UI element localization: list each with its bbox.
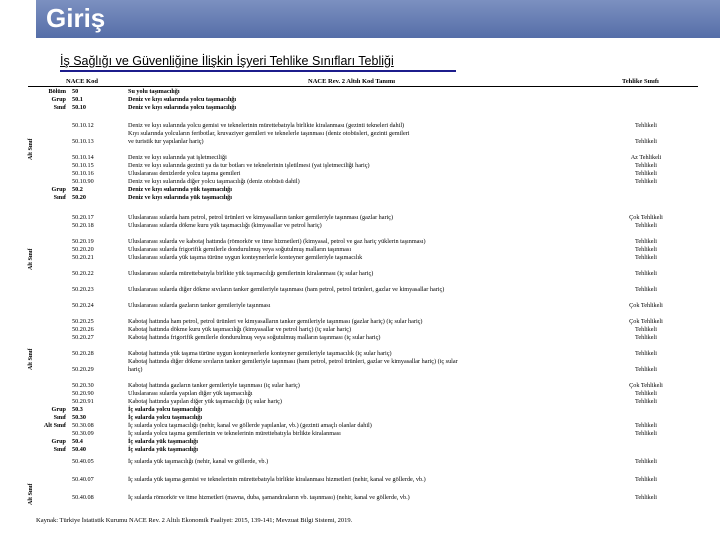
row-nace-code: 50.10.13 — [72, 138, 94, 145]
row-nace-code: 50.10 — [72, 104, 86, 111]
row-nace-code: 50.20.24 — [72, 302, 94, 309]
table-row — [0, 138, 720, 146]
row-nace-code: 50.20.29 — [72, 366, 94, 373]
row-description: Kabotaj hattında frigorifik gemilerle dondurulmuş veya soğutulmuş malların taşınması (iç sular hariç) — [128, 334, 381, 341]
row-hazard-class: Tehlikeli — [635, 254, 657, 261]
row-description: Uluslararası sularda ve kabotaj hattında (römorkör ve itme hizmetleri) (kimyasal, petrol ve gaz hariç yüklerin taşınması) — [128, 238, 426, 245]
row-description: Uluslararası denizlerde yolcu taşıma gemileri — [128, 170, 241, 177]
side-label-alt-sinif: Alt Sınıf — [28, 483, 34, 505]
row-nace-code: 50.20.18 — [72, 222, 94, 229]
row-nace-code: 50.40.05 — [72, 458, 94, 465]
row-description: İç sularda yük taşıma gemisi ve teknelerinin mürettebatıyla birlikte kiralanması hizmetleri (nehir, kanal ve göllerde, vb.) — [128, 476, 426, 483]
table-row — [0, 254, 720, 262]
row-description: İç sularda yolcu taşımacılığı — [128, 406, 203, 413]
subtitle-underline — [60, 70, 456, 72]
table-row — [0, 162, 720, 170]
table-row — [0, 406, 720, 414]
side-label-alt-sinif: Alt Sınıf — [28, 248, 34, 270]
header-nace-code: NACE Kod — [66, 78, 98, 85]
row-nace-code: 50.30.08 — [72, 422, 94, 429]
row-description: İç sularda yük taşımacılığı — [128, 446, 198, 453]
row-class-label: Grup — [51, 186, 66, 193]
table-row — [0, 358, 720, 366]
row-hazard-class: Tehlikeli — [635, 286, 657, 293]
table-row — [0, 88, 720, 96]
table-row — [0, 438, 720, 446]
table-row — [0, 246, 720, 254]
row-hazard-class: Çok Tehlikeli — [629, 214, 663, 221]
row-description: Deniz ve kıyı sularında diğer yolcu taşımacılığı (deniz otobüsü dahil) — [128, 178, 300, 185]
table-row — [0, 350, 720, 358]
row-nace-code: 50.20.26 — [72, 326, 94, 333]
row-description: hariç) — [128, 366, 143, 373]
row-description: İç sularda yük taşımacılığı — [128, 438, 198, 445]
row-description: Deniz ve kıyı sularında yolcu taşımacılığı — [128, 104, 237, 111]
table-row — [0, 382, 720, 390]
row-nace-code: 50.30.09 — [72, 430, 94, 437]
row-nace-code: 50.40.07 — [72, 476, 94, 483]
row-hazard-class: Tehlikeli — [635, 238, 657, 245]
row-class-label: Grup — [51, 406, 66, 413]
side-label-alt-sinif: Alt Sınıf — [28, 138, 34, 160]
table-row — [0, 302, 720, 310]
row-description: ve turistik tur yapılanlar hariç) — [128, 138, 204, 145]
row-hazard-class: Tehlikeli — [635, 270, 657, 277]
table-row — [0, 458, 720, 466]
table-row — [0, 238, 720, 246]
table-row — [0, 178, 720, 186]
table-row — [0, 222, 720, 230]
row-hazard-class: Tehlikeli — [635, 430, 657, 437]
row-nace-code: 50.10.14 — [72, 154, 94, 161]
table-row — [0, 398, 720, 406]
table-row — [0, 446, 720, 454]
header-hazard-class: Tehlike Sınıfı — [622, 78, 659, 85]
table-row — [0, 96, 720, 104]
row-hazard-class: Tehlikeli — [635, 398, 657, 405]
row-nace-code: 50.20.17 — [72, 214, 94, 221]
row-nace-code: 50.40 — [72, 446, 86, 453]
row-nace-code: 50.2 — [72, 186, 83, 193]
table-row — [0, 494, 720, 502]
row-nace-code: 50.20.20 — [72, 246, 94, 253]
row-description: Deniz ve kıyı sularında yük taşımacılığı — [128, 186, 232, 193]
row-description: Uluslararası sularda diğer dökme sıvıların tanker gemileriyle taşınması (ham petrol, petrol ürünleri, gazlar ve kimyasallar hariç) — [128, 286, 445, 293]
row-description: İç sularda yolcu taşımacılığı — [128, 414, 203, 421]
row-class-label: Grup — [51, 96, 66, 103]
table-row — [0, 214, 720, 222]
row-description: Kabotaj hattında yük taşıma türüne uygun konteynerlerle konteyner gemileriyle taşımacılık (iç sular hariç) — [128, 350, 392, 357]
row-hazard-class: Tehlikeli — [635, 162, 657, 169]
row-description: İç sularda yolcu taşımacılığı (nehir, kanal ve göllerde yapılanlar, vb.) (gezinti amaçlı olanlar dahil) — [128, 422, 372, 429]
row-hazard-class: Tehlikeli — [635, 222, 657, 229]
row-hazard-class: Tehlikeli — [635, 350, 657, 357]
row-description: Kabotaj hattında ham petrol, petrol ürünleri ve kimyasalların tanker gemileriyle taşınması (gazlar hariç) (iç sular hariç) — [128, 318, 423, 325]
row-nace-code: 50.20.90 — [72, 390, 94, 397]
header-divider — [28, 86, 698, 87]
row-hazard-class: Tehlikeli — [635, 476, 657, 483]
table-row — [0, 334, 720, 342]
row-class-label: Sınıf — [53, 194, 66, 201]
row-hazard-class: Tehlikeli — [635, 390, 657, 397]
row-description: Deniz ve kıyı sularında yük taşımacılığı — [128, 194, 232, 201]
row-description: Kabotaj hattında dökme kuru yük taşımacılığı (kimyasallar ve petrol hariç) (iç sular hariç) — [128, 326, 352, 333]
row-nace-code: 50.10.12 — [72, 122, 94, 129]
table-row — [0, 476, 720, 484]
table-row — [0, 130, 720, 138]
title-banner — [36, 0, 720, 38]
row-description: İç sularda römorkör ve itme hizmetleri (mavna, duba, şamandıraların vb. taşınması) (nehir, kanal ve göllerde, vb.) — [128, 494, 410, 501]
row-nace-code: 50.20.21 — [72, 254, 94, 261]
table-row — [0, 414, 720, 422]
header-description: NACE Rev. 2 Altılı Kod Tanımı — [308, 78, 396, 85]
row-nace-code: 50.20.19 — [72, 238, 94, 245]
row-nace-code: 50.10.16 — [72, 170, 94, 177]
row-class-label: Sınıf — [53, 414, 66, 421]
row-class-label: Sınıf — [53, 104, 66, 111]
row-nace-code: 50.20.23 — [72, 286, 94, 293]
row-hazard-class: Tehlikeli — [635, 122, 657, 129]
row-description: Uluslararası sularda dökme kuru yük taşımacılığı (kimyasallar ve petrol hariç) — [128, 222, 322, 229]
row-hazard-class: Tehlikeli — [635, 178, 657, 185]
table-row — [0, 422, 720, 430]
row-class-label: Bölüm — [48, 88, 66, 95]
side-label-alt-sinif: Alt Sınıf — [28, 348, 34, 370]
row-nace-code: 50.4 — [72, 438, 83, 445]
table-row — [0, 170, 720, 178]
row-class-label: Grup — [51, 438, 66, 445]
table-row — [0, 326, 720, 334]
row-hazard-class: Tehlikeli — [635, 326, 657, 333]
page-subtitle: İş Sağlığı ve Güvenliğine İlişkin İşyeri Tehlike Sınıfları Tebliği — [60, 54, 394, 68]
table-row — [0, 186, 720, 194]
row-description: İç sularda yük taşımacılığı (nehir, kanal ve göllerde, vb.) — [128, 458, 269, 465]
row-hazard-class: Tehlikeli — [635, 246, 657, 253]
table-row — [0, 430, 720, 438]
row-description: Kabotaj hattında yapılan diğer yük taşımacılığı (iç sular hariç) — [128, 398, 282, 405]
source-note: Kaynak: Türkiye İstatistik Kurumu NACE Rev. 2 Altılı Ekonomik Faaliyet: 2015, 139-141; Mevzuat Bilgi Sistemi, 2019. — [36, 517, 353, 524]
row-nace-code: 50.20.25 — [72, 318, 94, 325]
row-hazard-class: Tehlikeli — [635, 458, 657, 465]
row-nace-code: 50.10.15 — [72, 162, 94, 169]
table-row — [0, 286, 720, 294]
row-nace-code: 50.30 — [72, 414, 86, 421]
row-hazard-class: Tehlikeli — [635, 366, 657, 373]
row-description: Deniz ve kıyı sularında yolcu taşımacılığı — [128, 96, 237, 103]
table-row — [0, 104, 720, 112]
row-nace-code: 50.1 — [72, 96, 83, 103]
row-hazard-class: Çok Tehlikeli — [629, 318, 663, 325]
row-description: Su yolu taşımacılığı — [128, 88, 180, 95]
row-nace-code: 50.3 — [72, 406, 83, 413]
row-description: Deniz ve kıyı sularında yat işletmeciliği — [128, 154, 227, 161]
row-description: Deniz ve kıyı sularında yolcu gemisi ve teknelerinin mürettebatıyla birlikte kiralanması (gezinti tekneleri dahil) — [128, 122, 405, 129]
row-nace-code: 50.20.91 — [72, 398, 94, 405]
row-hazard-class: Tehlikeli — [635, 334, 657, 341]
row-nace-code: 50.10.90 — [72, 178, 94, 185]
row-nace-code: 50.20.27 — [72, 334, 94, 341]
row-description: Kabotaj hattında diğer dökme sıvıların tanker gemileriyle taşınması (ham petrol, petrol ürünleri, gazlar ve kimyasallar hariç) (iç sular — [128, 358, 458, 365]
row-description: Uluslararası sularda frigorifik gemilerle dondurulmuş veya soğutulmuş malların taşınması — [128, 246, 352, 253]
row-description: Deniz ve kıyı sularında gezinti ya da tur botları ve teknelerinin işletilmesi (yat işletmeciliği hariç) — [128, 162, 370, 169]
table-row — [0, 122, 720, 130]
row-nace-code: 50.40.08 — [72, 494, 94, 501]
row-hazard-class: Çok Tehlikeli — [629, 302, 663, 309]
page-title: Giriş — [46, 3, 106, 33]
row-class-label: Sınıf — [53, 446, 66, 453]
row-hazard-class: Tehlikeli — [635, 170, 657, 177]
row-hazard-class: Tehlikeli — [635, 494, 657, 501]
row-description: Kabotaj hattında gazların tanker gemileriyle taşınması (iç sular hariç) — [128, 382, 300, 389]
row-description: İç sularda yolcu taşıma gemilerinin ve teknelerinin mürettebatıyla birlikte kiralanması — [128, 430, 341, 437]
table-row — [0, 270, 720, 278]
row-description: Uluslararası sularda yük taşıma türüne uygun konteynerlerle konteyner gemileriyle taşımacılık — [128, 254, 363, 261]
table-row — [0, 154, 720, 162]
row-hazard-class: Tehlikeli — [635, 422, 657, 429]
row-nace-code: 50 — [72, 88, 79, 95]
row-nace-code: 50.20 — [72, 194, 86, 201]
row-description: Uluslararası sularda ham petrol, petrol ürünleri ve kimyasalların tanker gemileriyle taşınması (gazlar hariç) — [128, 214, 394, 221]
row-hazard-class: Tehlikeli — [635, 138, 657, 145]
table-row — [0, 366, 720, 374]
row-hazard-class: Az Tehlikeli — [630, 154, 662, 161]
table-row — [0, 318, 720, 326]
row-nace-code: 50.20.30 — [72, 382, 94, 389]
table-row — [0, 194, 720, 202]
row-nace-code: 50.20.28 — [72, 350, 94, 357]
row-hazard-class: Çok Tehlikeli — [629, 382, 663, 389]
row-description: Uluslararası sularda yapılan diğer yük taşımacılığı — [128, 390, 253, 397]
row-nace-code: 50.20.22 — [72, 270, 94, 277]
row-description: Uluslararası sularda gazların tanker gemileriyle taşınması — [128, 302, 271, 309]
table-row — [0, 390, 720, 398]
row-class-label: Alt Sınıf — [43, 422, 66, 429]
row-description: Uluslararası sularda mürettebatıyla birlikte yük taşımacılığı gemilerinin kiralanması (iç sular hariç) — [128, 270, 374, 277]
row-description: Kıyı sularında yolcuların feribotlar, kruvaziyer gemileri ve teknelerle taşınması (deniz otobüsleri, gezinti gemileri — [128, 130, 410, 137]
